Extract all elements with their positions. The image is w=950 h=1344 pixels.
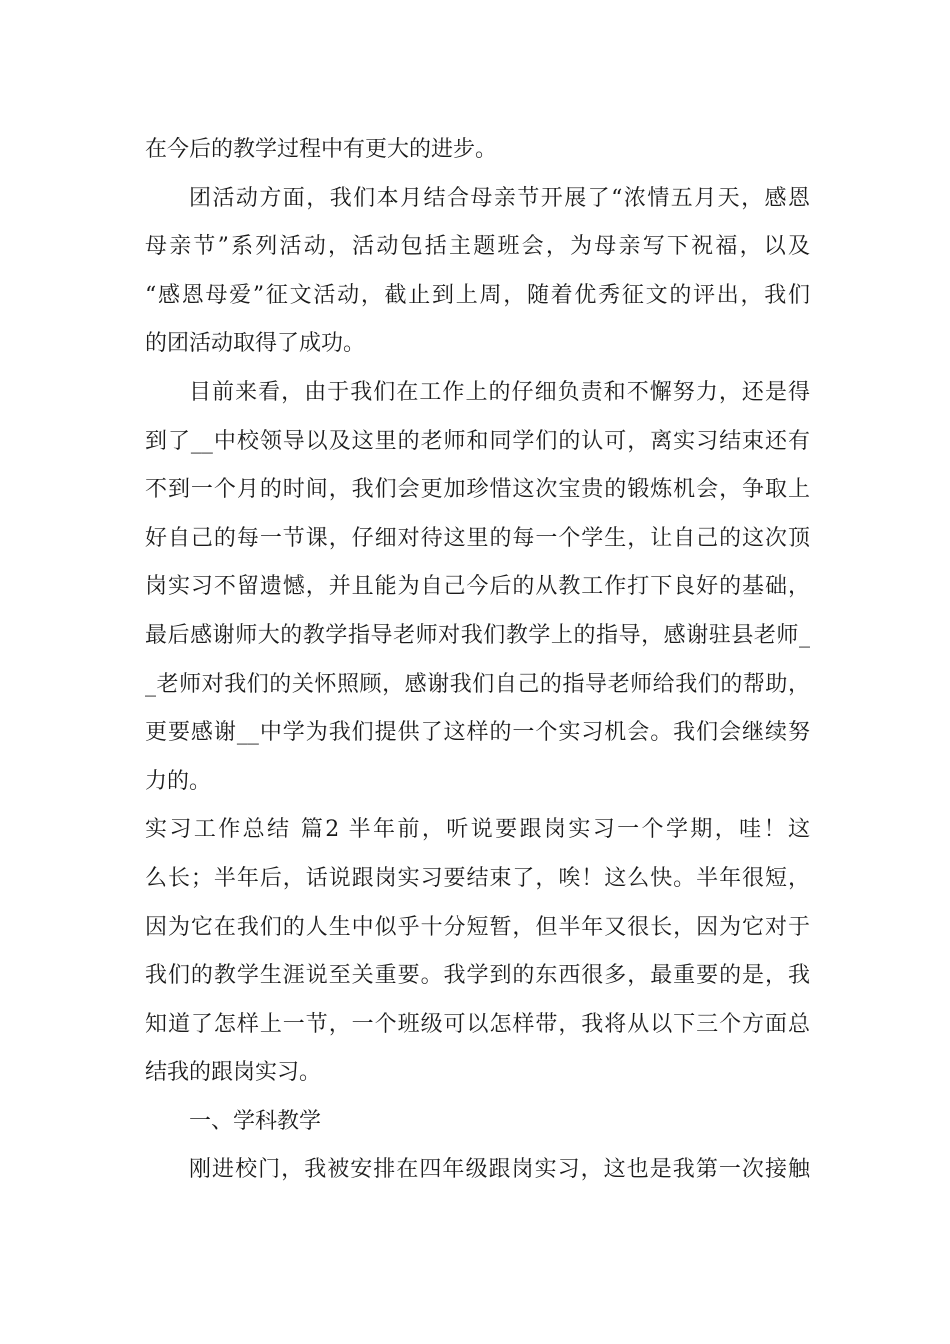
text-line: 在今后的教学过程中有更大的进步。 [145, 137, 498, 162]
subheading-line: 一、学科教学 [189, 1108, 322, 1134]
text-line: 结我的跟岗实习。 [145, 1060, 322, 1086]
text-line: _老师对我们的关怀照顾，感谢我们自己的指导老师给我们的帮助， [145, 671, 810, 697]
text-line: 因为它在我们的人生中似乎十分短暂，但半年又很长，因为它对于 [145, 914, 810, 940]
text-line: 最后感谢师大的教学指导老师对我们教学上的指导，感谢驻县老师_ [145, 622, 810, 648]
text-line: 母亲节”系列活动，活动包括主题班会，为母亲写下祝福，以及 [145, 234, 810, 260]
text-line: 力的。 [145, 768, 212, 794]
text-line: 么长；半年后，话说跟岗实习要结束了，唉！这么快。半年很短， [145, 865, 810, 891]
paragraph-start-line: 刚进校门，我被安排在四年级跟岗实习，这也是我第一次接触 [189, 1157, 810, 1183]
document-body [145, 126, 810, 1195]
text-line: “感恩母爱”征文活动，截止到上周，随着优秀征文的评出，我们 [145, 282, 810, 308]
text-line: 好自己的每一节课，仔细对待这里的每一个学生，让自己的这次顶 [145, 525, 810, 551]
text-line: 我们的教学生涯说至关重要。我学到的东西很多，最重要的是，我 [145, 963, 810, 989]
text-line: 知道了怎样上一节，一个班级可以怎样带，我将从以下三个方面总 [145, 1011, 810, 1037]
text-line: 到了__中校领导以及这里的老师和同学们的认可，离实习结束还有 [145, 428, 810, 454]
paragraph-start-line: 目前来看，由于我们在工作上的仔细负责和不懈努力，还是得 [189, 379, 810, 405]
text-line: 不到一个月的时间，我们会更加珍惜这次宝贵的锻炼机会，争取上 [145, 477, 810, 503]
paragraph-start-line: 团活动方面，我们本月结合母亲节开展了“浓情五月天，感恩 [189, 185, 810, 211]
text-line: 岗实习不留遗憾，并且能为自己今后的从教工作打下良好的基础， [145, 574, 810, 600]
section-heading-line: 实习工作总结 篇2 半年前，听说要跟岗实习一个学期，哇！这 [145, 817, 810, 843]
text-line: 的团活动取得了成功。 [145, 331, 366, 357]
text-line: 更要感谢__中学为我们提供了这样的一个实习机会。我们会继续努 [145, 720, 810, 746]
